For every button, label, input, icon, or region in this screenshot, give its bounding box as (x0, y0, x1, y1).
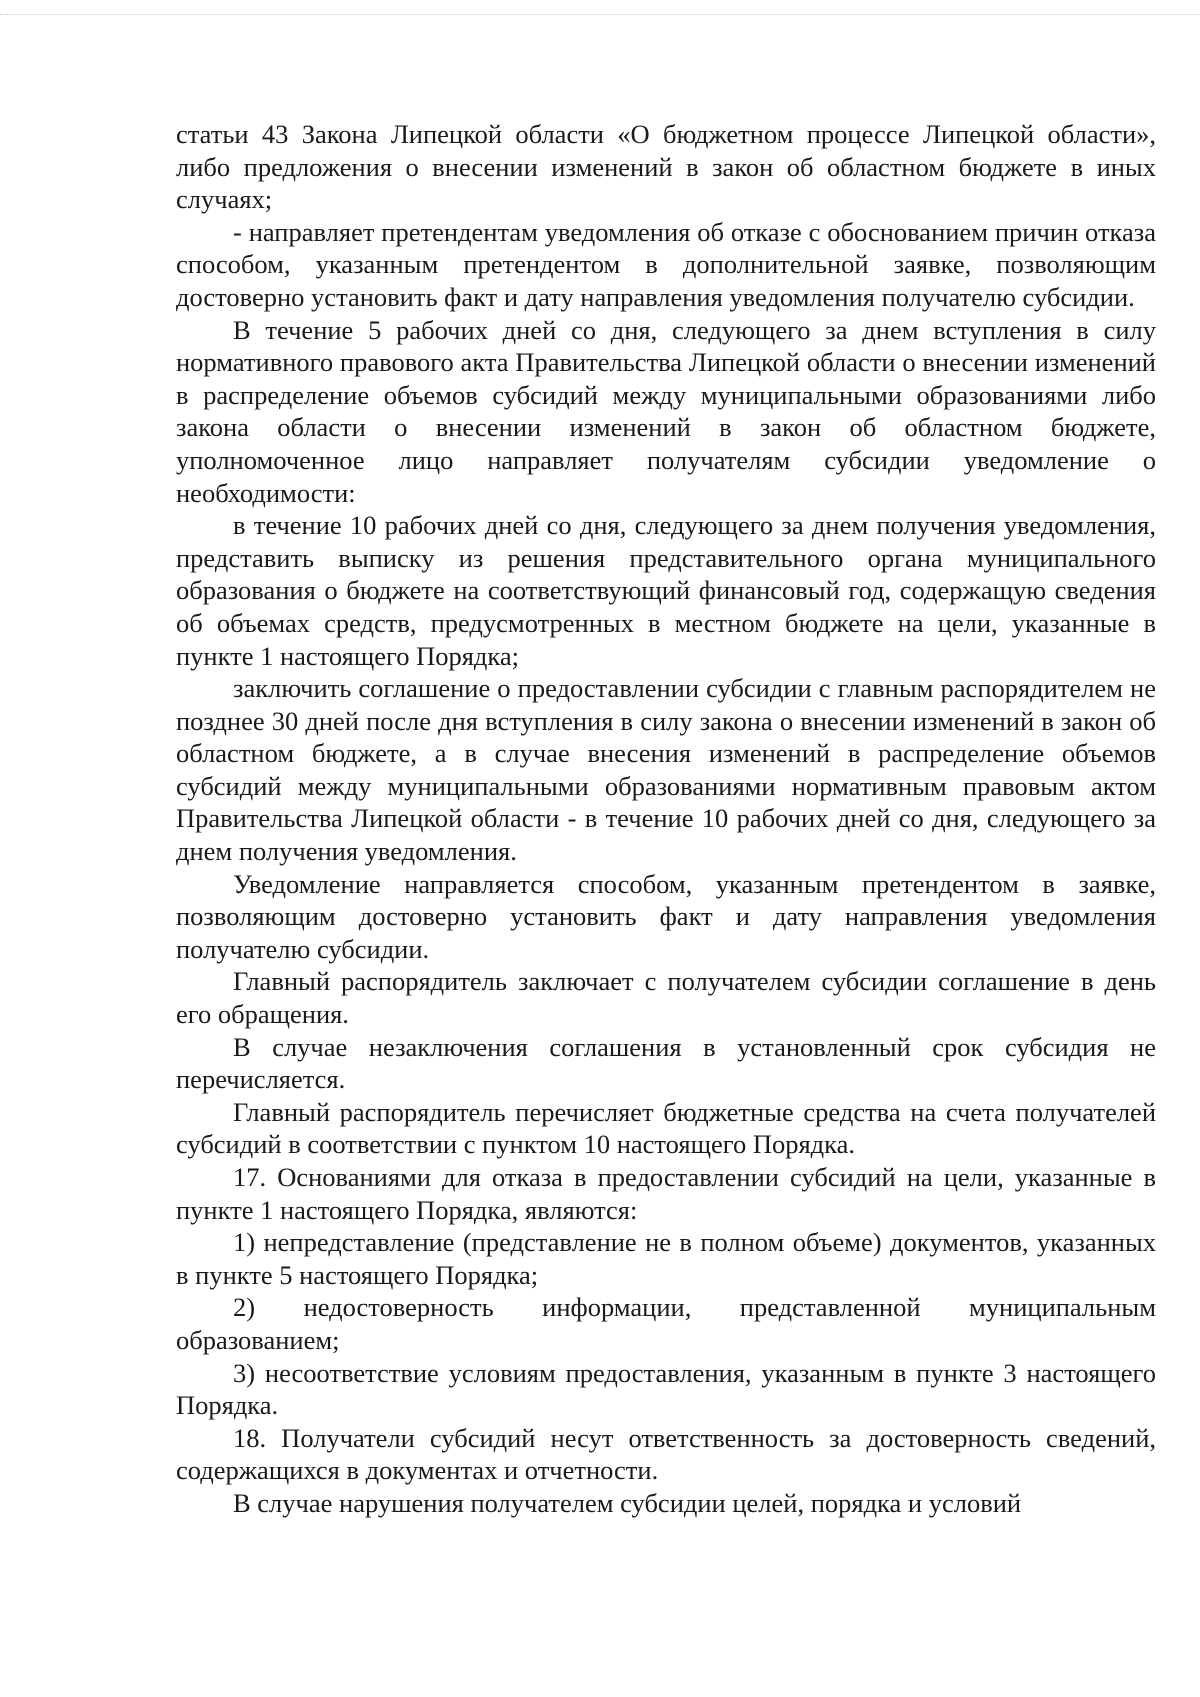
paragraph: 18. Получатели субсидий несут ответственность за достоверность сведений, содержащихся в документах и отчетности. (176, 1422, 1156, 1486)
paragraph: 17. Основаниями для отказа в предоставлении субсидий на цели, указанные в пункте 1 настоящего Порядка, являются: (176, 1162, 1156, 1225)
paragraph: заключить соглашение о предоставлении субсидии с главным распорядителем не позднее 30 дней после дня вступления в силу закона о внесении изменений в закон об областном бюджете, а в случае внесения изменений в распределение объемов субсидий между муниципальными образованиями нормативным правовым актом Правительства Липецкой области - в течение 10 рабочих дней со дня, следующего за днем получения уведомления. (176, 673, 1156, 867)
paragraph: В случае нарушения получателем субсидии целей, порядка и условий (233, 1487, 1022, 1518)
paragraph: в течение 10 рабочих дней со дня, следующего за днем получения уведомления, представить выписку из решения представительного органа муниципального образования о бюджете на соответствующий финансовый год, содержащую сведения об объемах средств, предусмотренных в местном бюджете на цели, указанные в пункте 1 настоящего Порядка; (176, 510, 1156, 671)
document-body (176, 118, 1156, 1520)
paragraph: 2) недостоверность информации, представленной муниципальным образованием; (176, 1292, 1156, 1355)
paragraph: В случае незаключения соглашения в установленный срок субсидия не перечисляется. (176, 1031, 1156, 1095)
paragraph: Главный распорядитель заключает с получателем субсидии соглашение в день его обращения. (176, 966, 1156, 1030)
paragraph: 3) несоответствие условиям предоставления, указанным в пункте 3 настоящего Порядка. (176, 1357, 1156, 1421)
paragraph: Главный распорядитель перечисляет бюджетные средства на счета получателей субсидий в соответствии с пунктом 10 настоящего Порядка. (176, 1096, 1156, 1160)
paragraph: статьи 43 Закона Липецкой области «О бюджетном процессе Липецкой области», либо предложения о внесении изменений в закон об областном бюджете в иных случаях; (176, 119, 1156, 215)
paragraph: 1) непредставление (представление не в полном объеме) документов, указанных в пункте 5 настоящего Порядка; (176, 1227, 1156, 1290)
scan-edge-divider (0, 14, 1200, 15)
paragraph: - направляет претендентам уведомления об отказе с обоснованием причин отказа способом, указанным претендентом в дополнительной заявке, позволяющим достоверно установить факт и дату направления уведомления получателю субсидии. (176, 216, 1156, 312)
paragraph: В течение 5 рабочих дней со дня, следующего за днем вступления в силу нормативного правового акта Правительства Липецкой области о внесении изменений в распределение объемов субсидий между муниципальными образованиями либо закона области о внесении изменений в закон об областном бюджете, уполномоченное лицо направляет получателям субсидии уведомление о необходимости: (176, 314, 1156, 508)
paragraph: Уведомление направляется способом, указанным претендентом в заявке, позволяющим достоверно установить факт и дату направления уведомления получателю субсидии. (176, 868, 1156, 964)
